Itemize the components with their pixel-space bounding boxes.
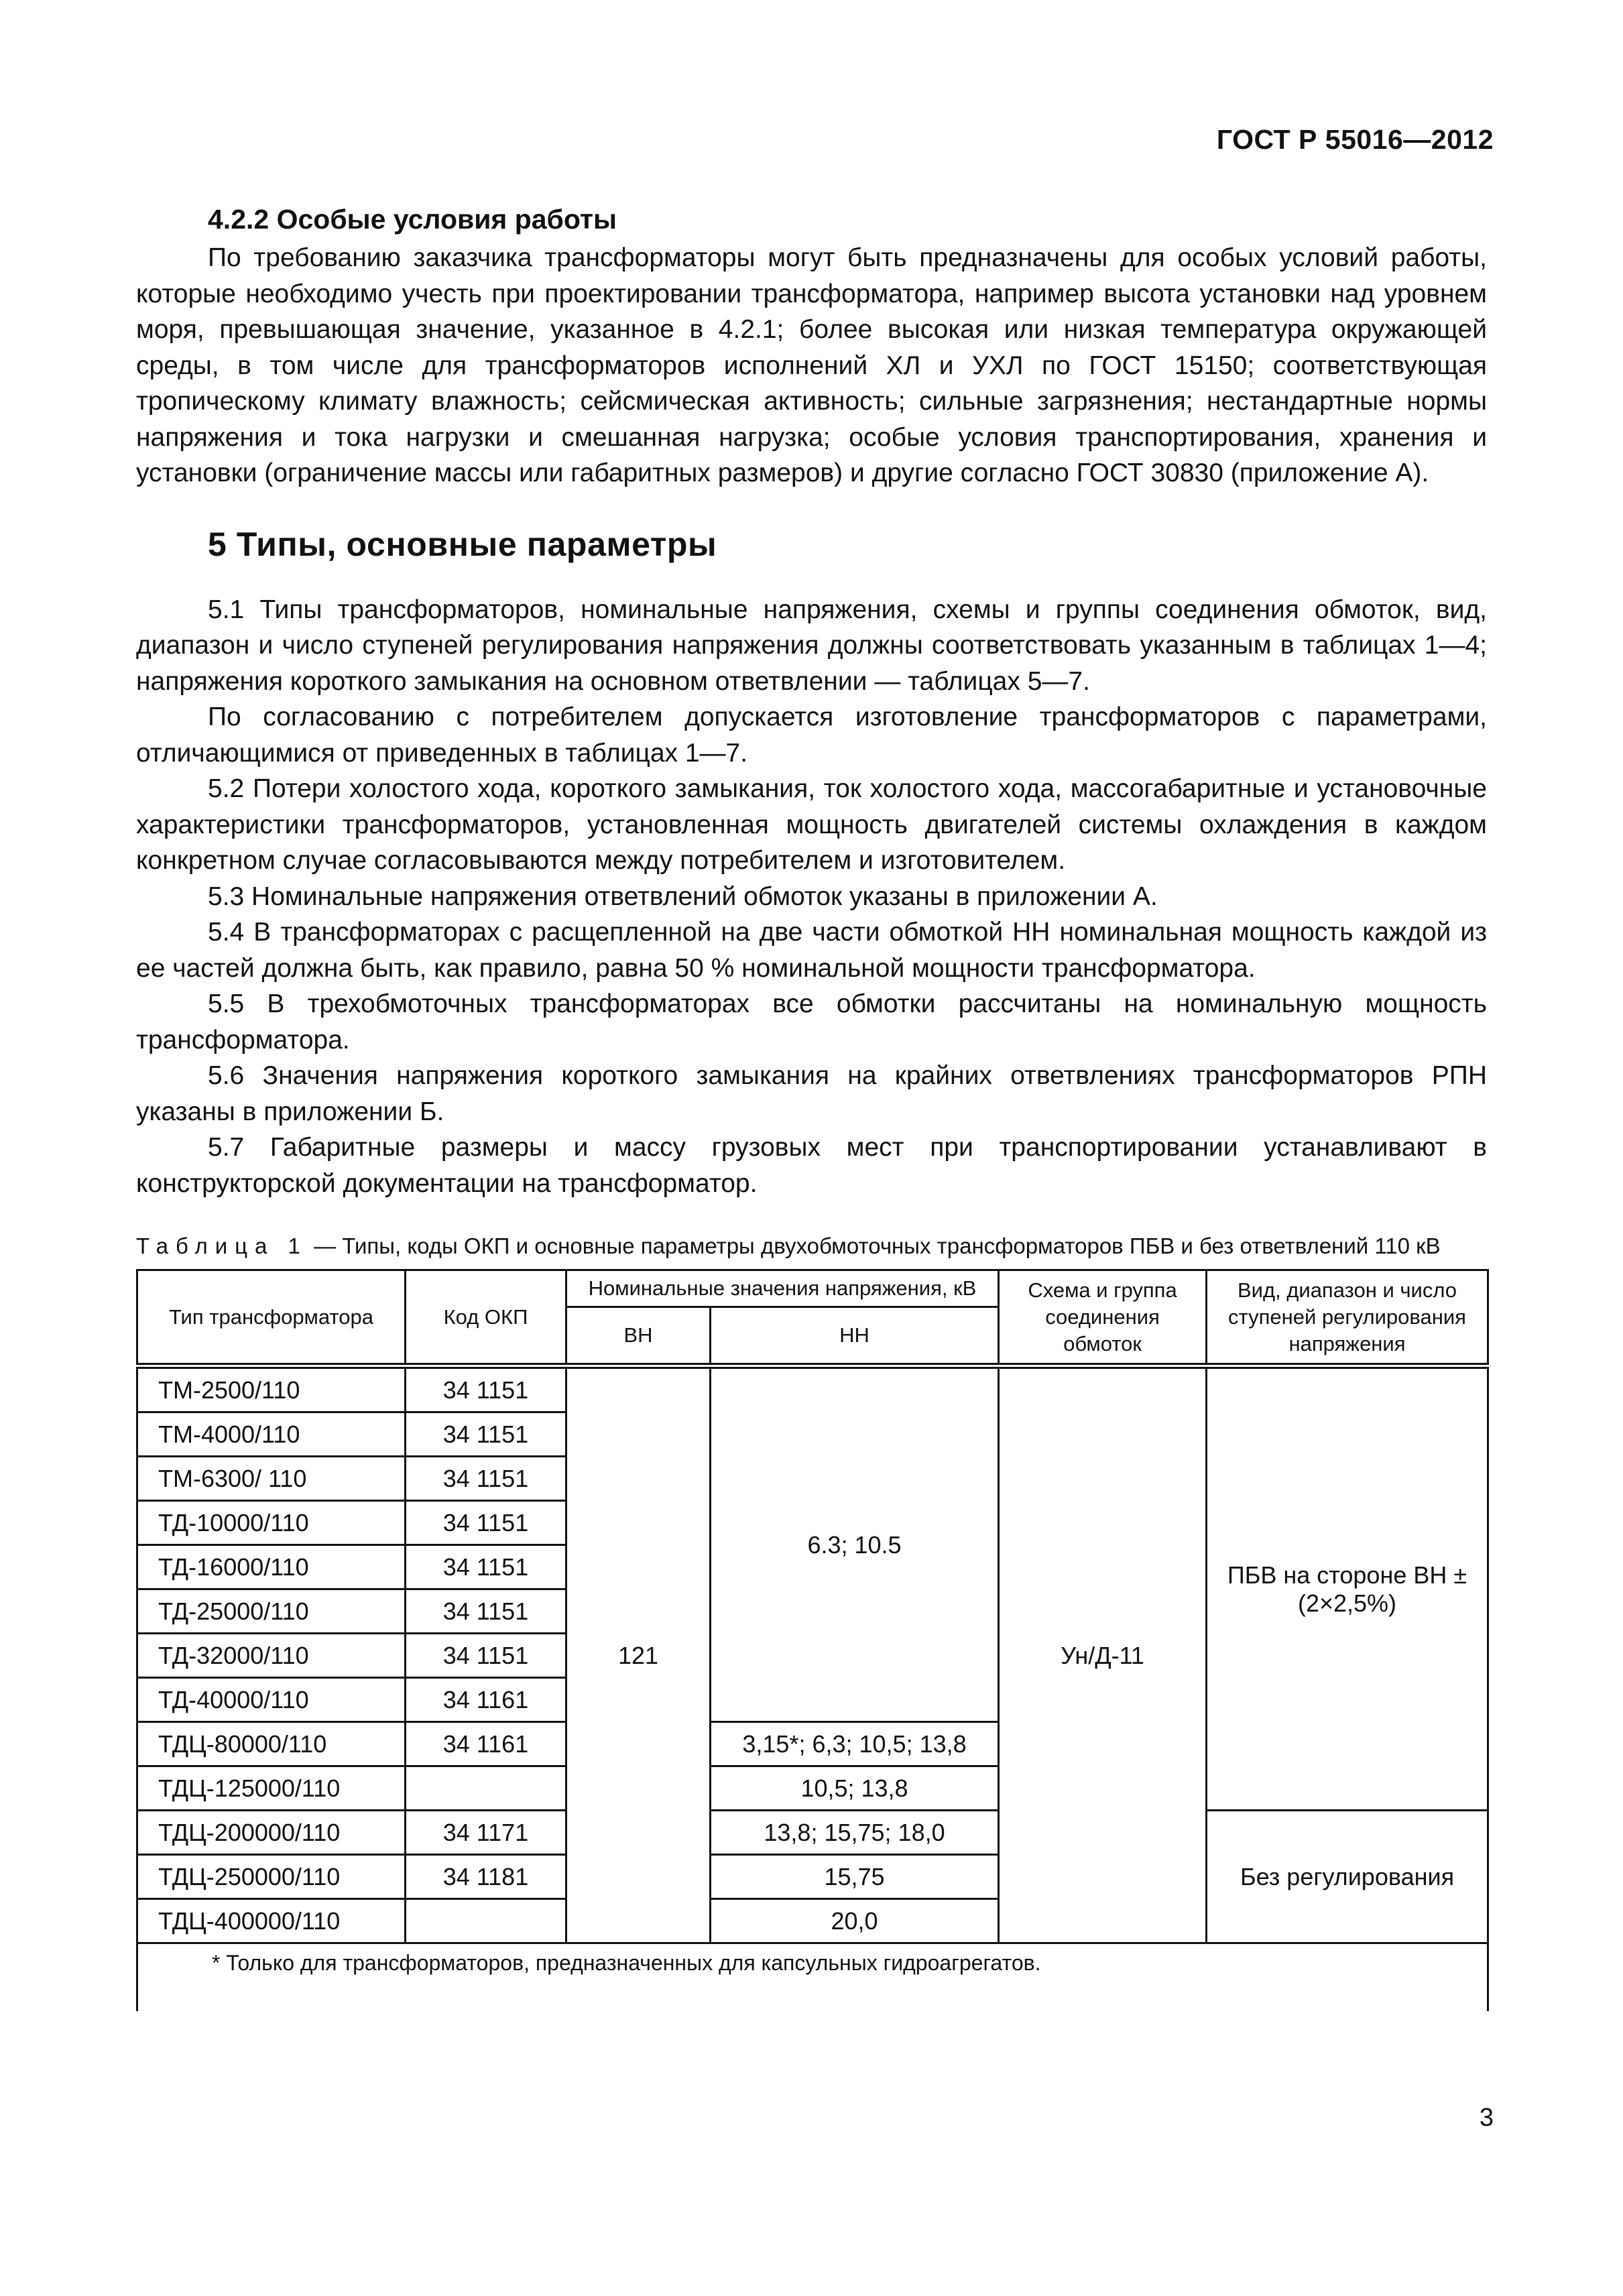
cell-type: ТДЦ-200000/110 — [137, 1811, 406, 1855]
header-scheme: Схема и группа соединения обмоток — [999, 1270, 1207, 1366]
table-row — [137, 1366, 1488, 1412]
cell-type: ТДЦ-250000/110 — [137, 1855, 406, 1899]
cell-code: 34 1151 — [406, 1501, 566, 1545]
cell-nn: 3,15*; 6,3; 10,5; 13,8 — [711, 1722, 999, 1766]
cell-type: ТДЦ-125000/110 — [137, 1766, 406, 1811]
cell-code: 34 1151 — [406, 1412, 566, 1457]
transformer-table — [136, 1269, 1489, 2011]
cell-code: 34 1181 — [406, 1855, 566, 1899]
cell-type: ТДЦ-80000/110 — [137, 1722, 406, 1766]
page-number: 3 — [1479, 2104, 1494, 2132]
cell-code: 34 1151 — [406, 1545, 566, 1589]
cell-code: 34 1171 — [406, 1811, 566, 1855]
cell-type: ТМ-4000/110 — [137, 1412, 406, 1457]
paragraph-agreement: По согласованию с потребителем допускается изготовление трансформаторов с параметрами, отличающимися от приведенных в таблицах 1—7. — [136, 703, 1487, 768]
cell-type: ТМ-6300/ 110 — [137, 1457, 406, 1501]
cell-type: ТД-40000/110 — [137, 1678, 406, 1722]
cell-type: ТД-10000/110 — [137, 1501, 406, 1545]
cell-type: ТМ-2500/110 — [137, 1366, 406, 1412]
header-vn: ВН — [566, 1307, 711, 1366]
cell-nn: 15,75 — [711, 1855, 999, 1899]
cell-type: ТДЦ-400000/110 — [137, 1899, 406, 1943]
paragraph-5-1: 5.1 Типы трансформаторов, номинальные напряжения, схемы и группы соединения обмоток, вид, диапазон и число ступеней регулирования напряжения должны соответствовать указанным в таблицах 1—4; напряжения короткого замыкания на основном ответвлении — таблицах 5—7. — [136, 595, 1487, 696]
cell-code: 34 1161 — [406, 1678, 566, 1722]
subsection-title: 4.2.2 Особые условия работы — [208, 204, 617, 235]
header-nn: НН — [711, 1307, 999, 1366]
cell-code: 34 1151 — [406, 1634, 566, 1678]
table-caption — [136, 1231, 1487, 1261]
cell-regulation: Без регулирования — [1207, 1811, 1488, 1943]
section-title: 5 Типы, основные параметры — [208, 525, 717, 563]
cell-vn: 121 — [566, 1366, 711, 1943]
paragraph-5-5: 5.5 В трехобмоточных трансформаторах все обмотки рассчитаны на номинальную мощность трансформатора. — [136, 989, 1487, 1054]
header-regulation: Вид, диапазон и число ступеней регулирования напряжения — [1207, 1270, 1488, 1366]
cell-type: ТД-25000/110 — [137, 1589, 406, 1634]
cell-code: 34 1151 — [406, 1589, 566, 1634]
header-voltage: Номинальные значения напряжения, кВ — [566, 1270, 999, 1307]
paragraph-5-3: 5.3 Номинальные напряжения ответвлений обмоток указаны в приложении А. — [208, 882, 1158, 911]
cell-nn: 20,0 — [711, 1899, 999, 1943]
cell-type: ТД-16000/110 — [137, 1545, 406, 1589]
cell-nn: 10,5; 13,8 — [711, 1766, 999, 1811]
subsection-paragraph: По требованию заказчика трансформаторы могут быть предназначены для особых условий работы, которые необходимо учесть при проектировании трансформатора, например высота установки над уровнем моря, превышающая значение, указанное в 4.2.1; более высокая или низкая температура окружающей среды, в том числе для трансформаторов исполнений ХЛ и УХЛ по ГОСТ 15150; соответствующая тропическому климату влажность; сейсмическая активность; сильные загрязнения; нестандартные нормы напряжения и тока нагрузки и смешанная нагрузка; особые условия транспортирования, хранения и установки (ограничение массы или габаритных размеров) и другие согласно ГОСТ 30830 (приложение А). — [136, 243, 1487, 487]
cell-regulation: ПБВ на стороне ВН ± (2×2,5%) — [1207, 1366, 1488, 1811]
cell-code: 34 1161 — [406, 1722, 566, 1766]
page-content — [136, 201, 1487, 2011]
table-footnote-row — [137, 1943, 1488, 2012]
cell-code: 34 1151 — [406, 1366, 566, 1412]
paragraph-5-7: 5.7 Габаритные размеры и массу грузовых мест при транспортировании устанавливают в конструкторской документации на трансформатор. — [136, 1133, 1487, 1198]
table-footnote: * Только для трансформаторов, предназначенных для капсульных гидроагрегатов. — [137, 1943, 1488, 2012]
table-caption-label: Таблица 1 — [136, 1233, 308, 1258]
paragraph-5-2: 5.2 Потери холостого хода, короткого замыкания, ток холостого хода, массогабаритные и установочные характеристики трансформаторов, установленная мощность двигателей системы охлаждения в каждом конкретном случае согласовываются между потребителем и изготовителем. — [136, 774, 1487, 875]
cell-code — [406, 1899, 566, 1943]
table-row — [137, 1811, 1488, 1855]
paragraph-5-4: 5.4 В трансформаторах с расщепленной на две части обмоткой НН номинальная мощность каждой из ее частей должна быть, как правило, равна 50 % номинальной мощности трансформатора. — [136, 918, 1487, 983]
cell-type: ТД-32000/110 — [137, 1634, 406, 1678]
cell-nn: 13,8; 15,75; 18,0 — [711, 1811, 999, 1855]
cell-code — [406, 1766, 566, 1811]
cell-code: 34 1151 — [406, 1457, 566, 1501]
cell-scheme: Ун/Д-11 — [999, 1366, 1207, 1943]
header-type: Тип трансформатора — [137, 1270, 406, 1366]
paragraph-5-6: 5.6 Значения напряжения короткого замыкания на крайних ответвлениях трансформаторов РПН указаны в приложении Б. — [136, 1061, 1487, 1126]
cell-nn: 6.3; 10.5 — [711, 1366, 999, 1722]
header-code: Код ОКП — [406, 1270, 566, 1366]
document-code: ГОСТ Р 55016—2012 — [1216, 124, 1494, 155]
table-caption-text: — Типы, коды ОКП и основные параметры двухобмоточных трансформаторов ПБВ и без ответвлений 110 кВ — [307, 1233, 1441, 1258]
